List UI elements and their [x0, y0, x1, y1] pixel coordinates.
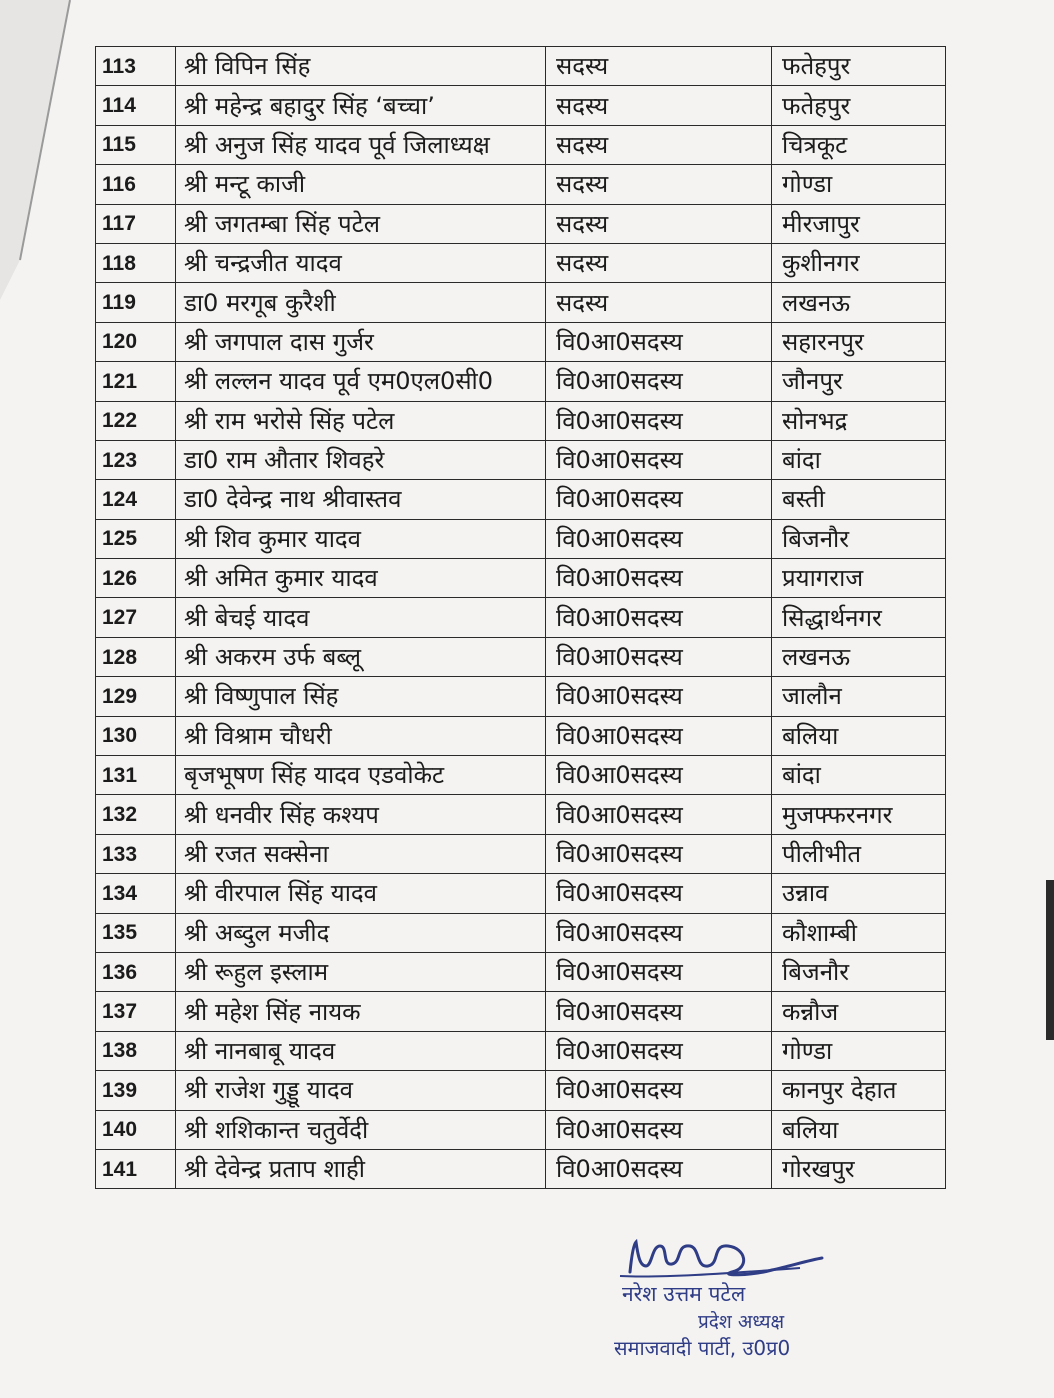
member-name-cell: श्री जगतम्बा सिंह पटेल — [176, 204, 546, 243]
member-name-cell: श्री राजेश गुड्डू यादव — [176, 1071, 546, 1110]
member-name-cell: श्री लल्लन यादव पूर्व एम0एल0सी0 — [176, 362, 546, 401]
member-post-cell: वि0आ0सदस्य — [546, 362, 772, 401]
member-post-cell: वि0आ0सदस्य — [546, 1149, 772, 1188]
district-cell: सहारनपुर — [772, 322, 946, 361]
district-cell: मुजफ्फरनगर — [772, 795, 946, 834]
member-name-cell: श्री विष्णुपाल सिंह — [176, 677, 546, 716]
member-post-cell: वि0आ0सदस्य — [546, 952, 772, 991]
member-name-cell: बृजभूषण सिंह यादव एडवोकेट — [176, 756, 546, 795]
district-cell: बिजनौर — [772, 519, 946, 558]
table-row — [96, 165, 946, 204]
serial-number-cell: 124 — [96, 480, 176, 519]
serial-number-cell: 141 — [96, 1149, 176, 1188]
serial-number-cell: 114 — [96, 86, 176, 125]
member-post-cell: सदस्य — [546, 204, 772, 243]
signature-block — [600, 1232, 860, 1360]
member-name-cell: श्री शिव कुमार यादव — [176, 519, 546, 558]
district-cell: बिजनौर — [772, 952, 946, 991]
member-post-cell: वि0आ0सदस्य — [546, 559, 772, 598]
member-post-cell: वि0आ0सदस्य — [546, 637, 772, 676]
district-cell: फतेहपुर — [772, 86, 946, 125]
serial-number-cell: 117 — [96, 204, 176, 243]
table-row — [96, 519, 946, 558]
member-post-cell: वि0आ0सदस्य — [546, 401, 772, 440]
member-table — [95, 46, 946, 1189]
table-row — [96, 559, 946, 598]
member-post-cell: वि0आ0सदस्य — [546, 1031, 772, 1070]
table-row — [96, 1031, 946, 1070]
member-post-cell: वि0आ0सदस्य — [546, 992, 772, 1031]
district-cell: बलिया — [772, 716, 946, 755]
member-post-cell: वि0आ0सदस्य — [546, 1110, 772, 1149]
member-name-cell: श्री बेचई यादव — [176, 598, 546, 637]
member-name-cell: श्री रूहुल इस्लाम — [176, 952, 546, 991]
table-row — [96, 362, 946, 401]
member-table-container — [95, 46, 945, 1189]
member-name-cell: डा0 देवेन्द्र नाथ श्रीवास्तव — [176, 480, 546, 519]
member-name-cell: श्री धनवीर सिंह कश्यप — [176, 795, 546, 834]
serial-number-cell: 115 — [96, 125, 176, 164]
member-name-cell: श्री महेश सिंह नायक — [176, 992, 546, 1031]
serial-number-cell: 122 — [96, 401, 176, 440]
table-row — [96, 716, 946, 755]
serial-number-cell: 137 — [96, 992, 176, 1031]
table-row — [96, 401, 946, 440]
district-cell: पीलीभीत — [772, 834, 946, 873]
table-row — [96, 756, 946, 795]
table-row — [96, 322, 946, 361]
district-cell: लखनऊ — [772, 637, 946, 676]
table-row — [96, 952, 946, 991]
district-cell: जालौन — [772, 677, 946, 716]
district-cell: फतेहपुर — [772, 47, 946, 86]
member-name-cell: श्री नानबाबू यादव — [176, 1031, 546, 1070]
serial-number-cell: 128 — [96, 637, 176, 676]
district-cell: मीरजापुर — [772, 204, 946, 243]
serial-number-cell: 133 — [96, 834, 176, 873]
member-name-cell: श्री चन्द्रजीत यादव — [176, 243, 546, 282]
table-row — [96, 204, 946, 243]
table-row — [96, 637, 946, 676]
serial-number-cell: 125 — [96, 519, 176, 558]
district-cell: कन्नौज — [772, 992, 946, 1031]
serial-number-cell: 123 — [96, 440, 176, 479]
district-cell: गोरखपुर — [772, 1149, 946, 1188]
member-post-cell: वि0आ0सदस्य — [546, 440, 772, 479]
serial-number-cell: 127 — [96, 598, 176, 637]
member-name-cell: श्री अब्दुल मजीद — [176, 913, 546, 952]
member-post-cell: वि0आ0सदस्य — [546, 480, 772, 519]
serial-number-cell: 129 — [96, 677, 176, 716]
district-cell: बलिया — [772, 1110, 946, 1149]
district-cell: प्रयागराज — [772, 559, 946, 598]
table-row — [96, 86, 946, 125]
table-row — [96, 283, 946, 322]
member-name-cell: श्री महेन्द्र बहादुर सिंह ‘बच्चा’ — [176, 86, 546, 125]
table-row — [96, 47, 946, 86]
member-name-cell: श्री अनुज सिंह यादव पूर्व जिलाध्यक्ष — [176, 125, 546, 164]
serial-number-cell: 134 — [96, 874, 176, 913]
member-name-cell: श्री राम भरोसे सिंह पटेल — [176, 401, 546, 440]
district-cell: गोण्डा — [772, 1031, 946, 1070]
member-post-cell: वि0आ0सदस्य — [546, 874, 772, 913]
serial-number-cell: 120 — [96, 322, 176, 361]
member-name-cell: श्री अमित कुमार यादव — [176, 559, 546, 598]
member-name-cell: श्री अकरम उर्फ बब्लू — [176, 637, 546, 676]
district-cell: उन्नाव — [772, 874, 946, 913]
member-name-cell: श्री देवेन्द्र प्रताप शाही — [176, 1149, 546, 1188]
signatory-organization: समाजवादी पार्टी, उ0प्र0 — [614, 1336, 791, 1360]
member-post-cell: वि0आ0सदस्य — [546, 716, 772, 755]
serial-number-cell: 139 — [96, 1071, 176, 1110]
serial-number-cell: 116 — [96, 165, 176, 204]
member-post-cell: वि0आ0सदस्य — [546, 913, 772, 952]
member-post-cell: सदस्य — [546, 86, 772, 125]
table-row — [96, 440, 946, 479]
serial-number-cell: 140 — [96, 1110, 176, 1149]
table-row — [96, 598, 946, 637]
member-post-cell: सदस्य — [546, 283, 772, 322]
member-post-cell: सदस्य — [546, 243, 772, 282]
member-post-cell: वि0आ0सदस्य — [546, 519, 772, 558]
member-name-cell: श्री मन्टू काजी — [176, 165, 546, 204]
signatory-title: प्रदेश अध्यक्ष — [698, 1311, 785, 1333]
district-cell: सिद्धार्थनगर — [772, 598, 946, 637]
table-row — [96, 834, 946, 873]
serial-number-cell: 119 — [96, 283, 176, 322]
member-name-cell: श्री रजत सक्सेना — [176, 834, 546, 873]
member-post-cell: वि0आ0सदस्य — [546, 322, 772, 361]
serial-number-cell: 135 — [96, 913, 176, 952]
district-cell: सोनभद्र — [772, 401, 946, 440]
serial-number-cell: 113 — [96, 47, 176, 86]
district-cell: कुशीनगर — [772, 243, 946, 282]
member-name-cell: श्री विपिन सिंह — [176, 47, 546, 86]
table-row — [96, 795, 946, 834]
table-row — [96, 243, 946, 282]
member-post-cell: सदस्य — [546, 165, 772, 204]
district-cell: कानपुर देहात — [772, 1071, 946, 1110]
member-post-cell: वि0आ0सदस्य — [546, 795, 772, 834]
table-row — [96, 1149, 946, 1188]
district-cell: कौशाम्बी — [772, 913, 946, 952]
district-cell: जौनपुर — [772, 362, 946, 401]
table-row — [96, 1110, 946, 1149]
serial-number-cell: 132 — [96, 795, 176, 834]
member-table-body — [96, 47, 946, 1189]
district-cell: लखनऊ — [772, 283, 946, 322]
table-row — [96, 125, 946, 164]
serial-number-cell: 136 — [96, 952, 176, 991]
table-row — [96, 1071, 946, 1110]
district-cell: चित्रकूट — [772, 125, 946, 164]
table-row — [96, 913, 946, 952]
district-cell: बांदा — [772, 756, 946, 795]
member-name-cell: श्री वीरपाल सिंह यादव — [176, 874, 546, 913]
serial-number-cell: 130 — [96, 716, 176, 755]
member-name-cell: श्री विश्राम चौधरी — [176, 716, 546, 755]
member-post-cell: सदस्य — [546, 47, 772, 86]
serial-number-cell: 131 — [96, 756, 176, 795]
member-post-cell: सदस्य — [546, 125, 772, 164]
member-post-cell: वि0आ0सदस्य — [546, 598, 772, 637]
serial-number-cell: 121 — [96, 362, 176, 401]
table-row — [96, 480, 946, 519]
member-post-cell: वि0आ0सदस्य — [546, 756, 772, 795]
district-cell: बांदा — [772, 440, 946, 479]
member-post-cell: वि0आ0सदस्य — [546, 834, 772, 873]
serial-number-cell: 126 — [96, 559, 176, 598]
member-name-cell: श्री जगपाल दास गुर्जर — [176, 322, 546, 361]
signatory-name: नरेश उत्तम पटेल — [622, 1282, 746, 1306]
member-post-cell: वि0आ0सदस्य — [546, 1071, 772, 1110]
table-row — [96, 992, 946, 1031]
member-name-cell: डा0 मरगूब कुरैशी — [176, 283, 546, 322]
serial-number-cell: 118 — [96, 243, 176, 282]
district-cell: गोण्डा — [772, 165, 946, 204]
member-name-cell: श्री शशिकान्त चतुर्वेदी — [176, 1110, 546, 1149]
serial-number-cell: 138 — [96, 1031, 176, 1070]
member-post-cell: वि0आ0सदस्य — [546, 677, 772, 716]
table-row — [96, 677, 946, 716]
table-row — [96, 874, 946, 913]
member-name-cell: डा0 राम औतार शिवहरे — [176, 440, 546, 479]
district-cell: बस्ती — [772, 480, 946, 519]
